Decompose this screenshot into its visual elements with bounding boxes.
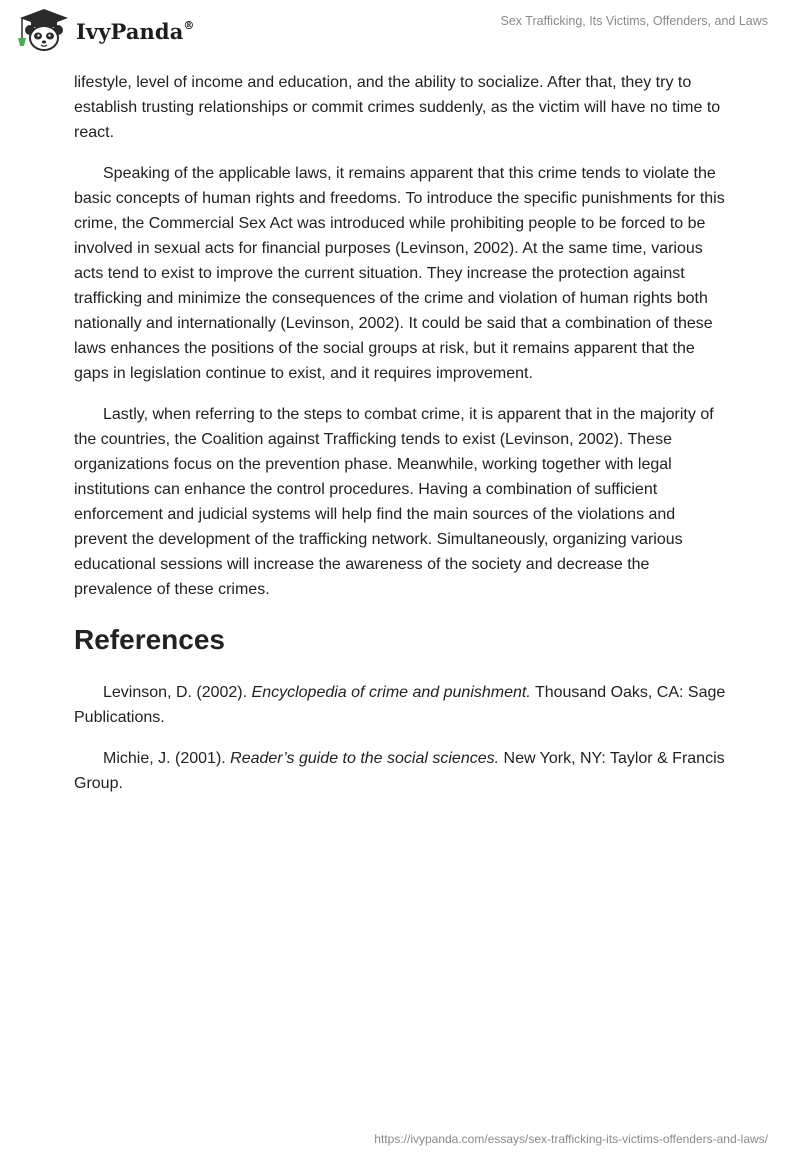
reference-title: Encyclopedia of crime and punishment. (251, 684, 531, 701)
essay-content (74, 70, 730, 812)
reference-publisher: New York, NY: Taylor & Francis Group. (74, 750, 725, 792)
reference-item (74, 680, 730, 730)
logo-wordmark: IvyPanda® (76, 18, 195, 44)
page-header (0, 0, 800, 64)
body-paragraph: lifestyle, level of income and education, and the ability to socialize. After that, they try to establish trusting relationships or commit crimes suddenly, as the victim will have no time to react. (74, 74, 721, 141)
source-url-link[interactable]: https://ivypanda.com/essays/sex-trafficking-its-victims-offenders-and-laws/ (374, 1132, 768, 1146)
body-paragraph: Speaking of the applicable laws, it remains apparent that this crime tends to violate the basic concepts of human rights and freedoms. To introduce the specific punishments for this crime, the Commercial Sex Act was introduced while prohibiting people to be forced to be involved in sexual acts for financial purposes (Levinson, 2002). At the same time, various acts tend to exist to improve the current situation. They increase the protection against trafficking and minimize the consequences of the crime and violation of human rights both nationally and internationally (Levinson, 2002). It could be said that a combination of these laws enhances the positions of the social groups at risk, but it remains apparent that the gaps in legislation continue to exist, and it requires improvement. (74, 165, 725, 382)
panda-graduate-icon (14, 8, 74, 52)
body-paragraph: Lastly, when referring to the steps to combat crime, it is apparent that in the majority of the countries, the Coalition against Trafficking tends to exist (Levinson, 2002). These organizations focus on the prevention phase. Meanwhile, working together with legal institutions can enhance the control procedures. Having a combination of sufficient enforcement and judicial systems will help find the main sources of the violations and prevent the development of the trafficking network. Simultaneously, organizing various educational sessions will increase the awareness of the society and decrease the prevalence of these crimes. (74, 406, 714, 598)
references-heading: References (74, 624, 225, 655)
ivypanda-logo[interactable] (14, 8, 195, 52)
reference-author: Levinson, D. (2002). (103, 684, 252, 701)
reference-title: Reader’s guide to the social sciences. (230, 750, 500, 767)
essay-title: Sex Trafficking, Its Victims, Offenders, and Laws (500, 14, 768, 28)
reference-item (74, 746, 730, 796)
reference-publisher: Thousand Oaks, CA: Sage Publications. (74, 684, 726, 726)
reference-author: Michie, J. (2001). (103, 750, 231, 767)
